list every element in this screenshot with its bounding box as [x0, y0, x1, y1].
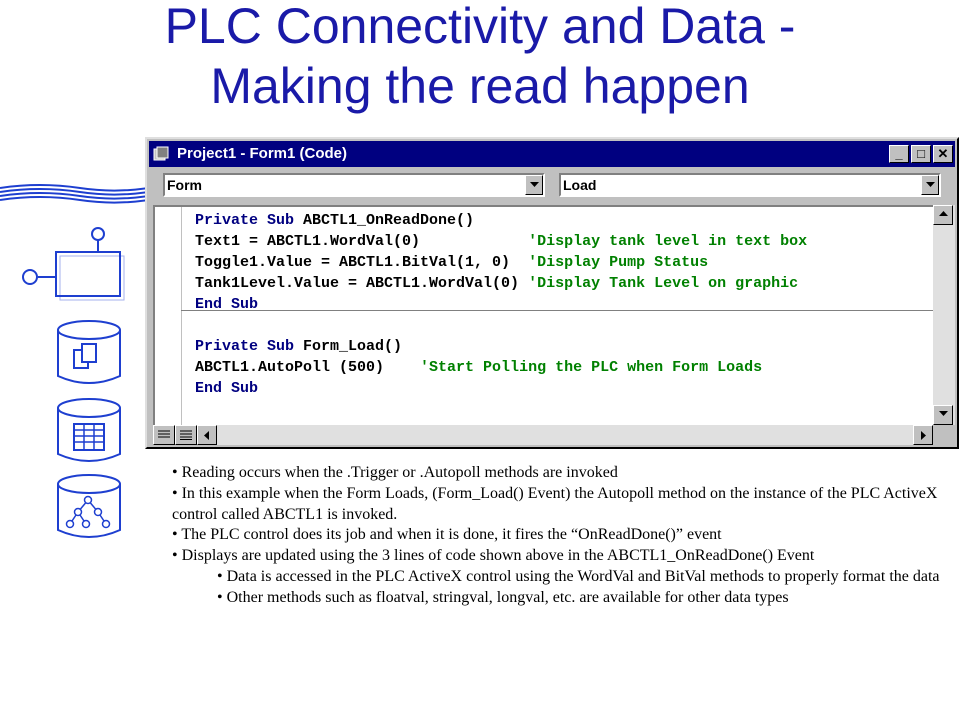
vb-app-icon [153, 146, 169, 162]
code-text: Toggle1.Value = ABCTL1.BitVal(1, 0) [195, 254, 529, 271]
vertical-scrollbar[interactable] [933, 205, 955, 425]
database-documents-icon [52, 316, 126, 390]
bullet-item: • Reading occurs when the .Trigger or .Autopoll methods are invoked [172, 464, 618, 481]
arrow-down-icon [939, 411, 948, 417]
code-keyword: Private Sub [195, 338, 304, 355]
window-title: Project1 - Form1 (Code) [177, 145, 348, 162]
arrow-up-icon [939, 211, 948, 217]
bullet-item: • Data is accessed in the PLC ActiveX control using the WordVal and BitVal methods to properly format the data [217, 567, 940, 585]
procedure-combo-dropdown-button[interactable] [921, 175, 939, 195]
code-window [145, 137, 959, 449]
title-line-2: Making the read happen [210, 58, 750, 114]
code-line[interactable] [195, 294, 258, 315]
code-line[interactable] [195, 357, 762, 378]
bullet-item: • The PLC control does its job and when it is done, it fires the “OnReadDone()” event [172, 526, 722, 544]
object-combo-value: Form [167, 177, 202, 193]
scroll-right-button[interactable] [913, 425, 933, 445]
minimize-button[interactable]: _ [889, 145, 909, 163]
bullet-item: • In this example when the Form Loads, (Form_Load() Event) the Autopoll method on the instance of the PLC ActiveX control called ABCTL1 is invoked. [172, 484, 938, 523]
scroll-up-button[interactable] [933, 205, 953, 225]
node-diagram-icon [18, 222, 128, 302]
code-text: Text1 = ABCTL1.WordVal(0) [195, 233, 529, 250]
code-comment: 'Display Tank Level on graphic [528, 275, 799, 292]
code-comment: 'Display tank level in text box [528, 233, 808, 250]
procedure-view-icon [158, 430, 170, 440]
code-line[interactable] [195, 252, 708, 273]
code-comment: 'Start Polling the PLC when Form Loads [420, 359, 763, 376]
procedure-combo[interactable] [559, 173, 941, 197]
bullet-item: • Displays are updated using the 3 lines of code shown above in the ABCTL1_OnReadDone() Event [172, 547, 815, 565]
chevron-down-icon [530, 182, 539, 188]
window-titlebar[interactable] [149, 141, 955, 167]
scroll-down-button[interactable] [933, 405, 953, 425]
code-text: ABCTL1.AutoPoll (500) [195, 359, 421, 376]
code-line[interactable] [195, 378, 258, 399]
code-editor[interactable] [153, 205, 933, 425]
close-button[interactable]: ✕ [933, 145, 953, 163]
code-line[interactable] [195, 210, 474, 231]
title-line-1: PLC Connectivity and Data - [164, 0, 796, 54]
arrow-left-icon [204, 431, 210, 440]
code-keyword: Private Sub [195, 212, 304, 229]
database-table-icon [52, 394, 126, 468]
code-line[interactable] [195, 336, 402, 357]
code-keyword: End Sub [195, 380, 259, 397]
code-text: Form_Load() [303, 338, 403, 355]
code-keyword: End Sub [195, 296, 259, 313]
object-combo-dropdown-button[interactable] [525, 175, 543, 195]
full-module-view-icon [180, 430, 192, 440]
code-text: ABCTL1_OnReadDone() [303, 212, 475, 229]
procedure-separator [181, 310, 933, 311]
database-network-icon [52, 470, 126, 544]
arrow-right-icon [921, 431, 927, 440]
code-comment: 'Display Pump Status [528, 254, 709, 271]
procedure-view-button[interactable] [153, 425, 175, 445]
full-module-view-button[interactable] [175, 425, 197, 445]
maximize-button[interactable]: □ [911, 145, 931, 163]
code-margin [155, 207, 182, 425]
chevron-down-icon [926, 182, 935, 188]
bullet-item: • Other methods such as floatval, stringval, longval, etc. are available for other data types [217, 588, 789, 606]
code-line[interactable] [195, 273, 798, 294]
decorative-wave-lines [0, 176, 160, 206]
object-combo[interactable] [163, 173, 545, 197]
code-line[interactable] [195, 231, 807, 252]
horizontal-scrollbar[interactable] [153, 425, 933, 445]
bullet-list [172, 463, 952, 609]
procedure-combo-value: Load [563, 177, 597, 193]
code-text: Tank1Level.Value = ABCTL1.WordVal(0) [195, 275, 529, 292]
scroll-left-button[interactable] [197, 425, 217, 445]
slide-title [60, 0, 900, 116]
